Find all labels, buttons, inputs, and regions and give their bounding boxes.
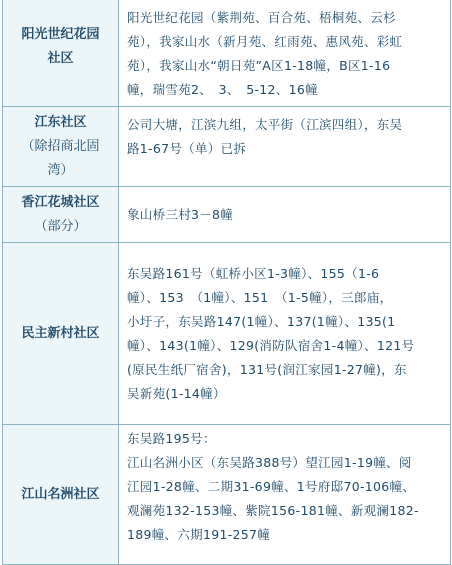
area-text-line: 苑），我家山水“朝日苑”A区1-18幢，B区1-16 (127, 57, 391, 73)
area-text-line: 路1-67号（单）已拆 (127, 141, 247, 156)
community-name-cell (3, 0, 119, 107)
area-text-line: 象山桥三村3－8幢 (127, 206, 234, 222)
community-name-cell (3, 187, 119, 243)
table-row (3, 107, 451, 187)
area-text-line: 幢）、143(1幢）、129(消防队宿舍1-4幢）、121号 (127, 337, 415, 353)
community-name: 江山名洲社区 (21, 486, 100, 502)
area-text-line: 公司大塘，江滨九组，太平街（江滨四组），东吴 (127, 117, 403, 132)
community-name-cell (3, 425, 119, 565)
area-text-line: 江园1-28幢、二期31-69幢、1号府邸70-106幢、 (127, 479, 416, 494)
community-area-cell (119, 243, 451, 425)
community-name: 社区 (47, 50, 74, 66)
table-row (3, 0, 451, 107)
community-name: 阳光世纪花园 (21, 26, 100, 42)
area-text-line: 东吴路161号（虹桥小区1-3幢）、155（1-6 (127, 265, 380, 281)
community-area-cell (119, 187, 451, 243)
area-text-line: 阳光世纪花园（紫荆苑、百合苑、梧桐苑、云杉 (127, 9, 396, 25)
community-area-cell (119, 425, 451, 565)
area-text-line: 小圩子，东吴路147(1幢）、137(1幢）、135(1 (127, 313, 396, 329)
area-text-line: 幢，瑞雪苑2、 3、 5-12、16幢 (127, 81, 318, 97)
community-table (2, 0, 451, 565)
area-text-line: 东吴路195号： (127, 431, 216, 446)
table-row (3, 187, 451, 243)
table-row (3, 425, 451, 565)
community-name-note: （部分） (34, 218, 87, 234)
area-text-line: (原民生纸厂宿舍)，131号(润江家园1-27幢)，东 (127, 361, 407, 377)
community-area-cell (119, 0, 451, 107)
area-text-line: 吴新苑(1-14幢） (127, 385, 226, 401)
area-text-line: 观澜苑132-153幢、紫院156-181幢、新观澜182- (127, 503, 419, 518)
area-text-line: 189幢、六期191-257幢 (127, 527, 271, 542)
community-name-note: （除招商北固 (21, 138, 100, 154)
community-name: 江东社区 (34, 114, 87, 130)
community-name: 香江花城社区 (21, 194, 100, 210)
area-text-line: 江山名洲小区（东吴路388号）望江园1-19幢、阅 (127, 455, 412, 470)
community-name-note: 湾） (47, 162, 74, 178)
community-name: 民主新村社区 (21, 325, 100, 341)
community-name-cell (3, 243, 119, 425)
area-text-line: 幢）、153 （1幢）、151 （1-5幢），三郎庙， (127, 289, 393, 305)
area-text-line: 苑），我家山水（新月苑、红雨苑、惠风苑、彩虹 (127, 33, 403, 49)
table-row (3, 243, 451, 425)
community-area-cell (119, 107, 451, 187)
community-name-cell (3, 107, 119, 187)
